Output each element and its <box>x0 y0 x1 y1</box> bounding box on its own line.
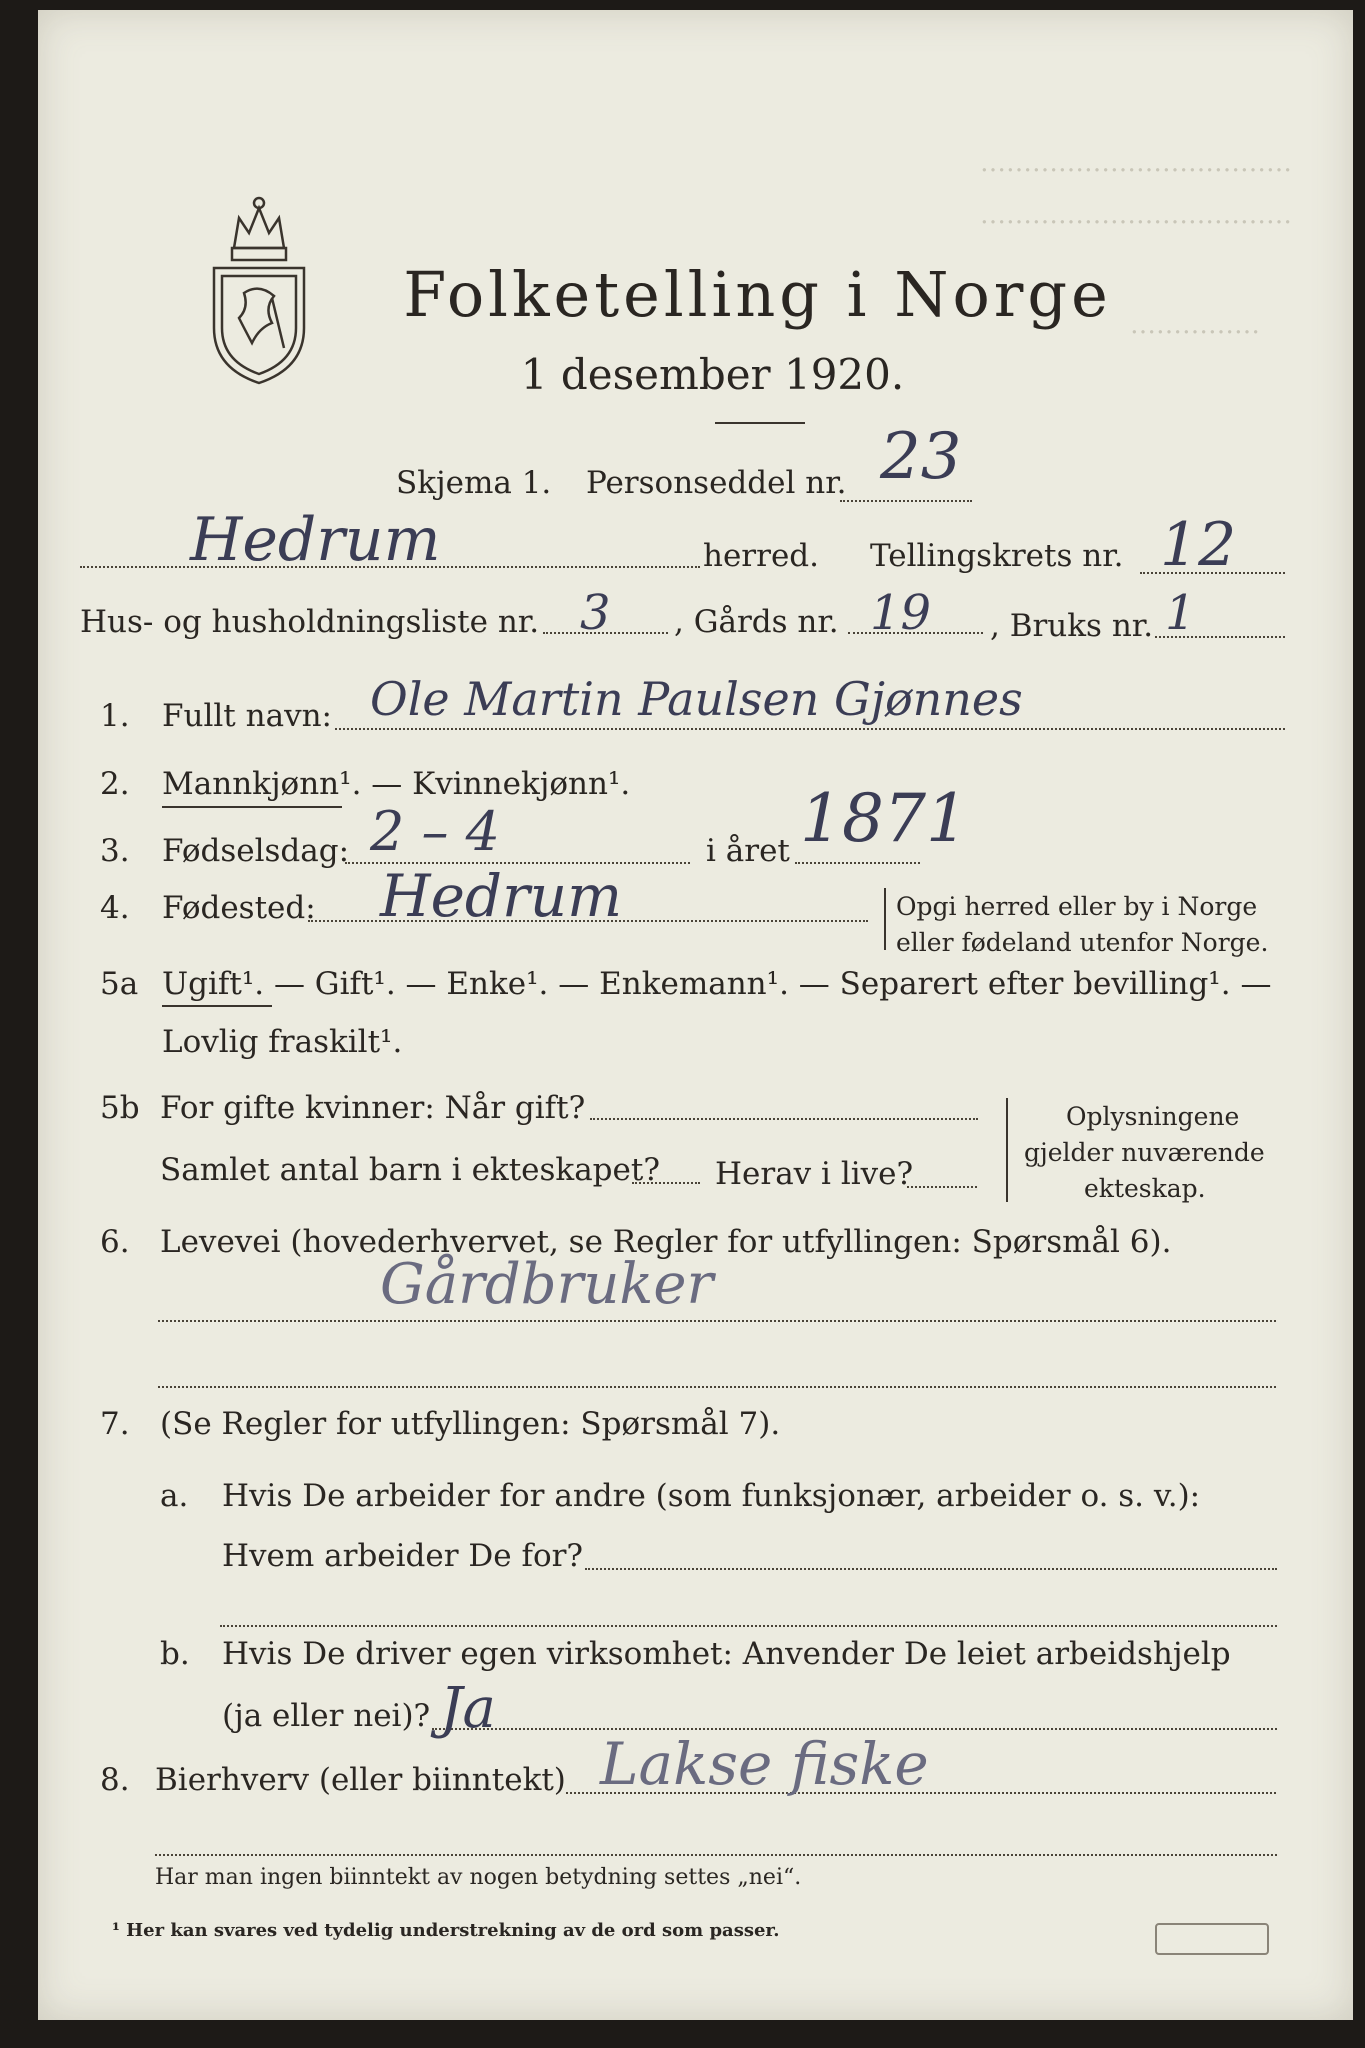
herred-value[interactable]: Hedrum <box>190 505 441 575</box>
employer-line-1 <box>585 1568 1277 1570</box>
mannkjonn-underline <box>162 806 342 808</box>
personseddel-label: Personseddel nr. <box>586 465 847 501</box>
gards-value[interactable]: 19 <box>870 585 932 641</box>
personseddel-value[interactable]: 23 <box>880 420 962 494</box>
q7a-label: Hvis De arbeider for andre (som funksjonær, arbeider o. s. v.): <box>222 1478 1201 1514</box>
bleed-through-text: ……………………………… <box>980 200 1292 230</box>
bleed-through-text: ……………………………… <box>980 148 1292 178</box>
full-name-value[interactable]: Ole Martin Paulsen Gjønnes <box>370 672 1023 726</box>
q7b-yesno-label: (ja eller nei)? <box>222 1698 431 1734</box>
printer-stamp <box>1155 1923 1269 1955</box>
birthplace-note-brace <box>884 888 886 950</box>
side-income-note: Har man ingen biinntekt av nogen betydning settes „nei“. <box>155 1865 802 1890</box>
side-income-value[interactable]: Lakse fiske <box>600 1730 929 1798</box>
birthplace-value[interactable]: Hedrum <box>380 862 623 930</box>
children-line <box>632 1182 700 1184</box>
q7b-label: Hvis De driver egen virksomhet: Anvender De leiet arbeidshjelp <box>222 1636 1231 1672</box>
marriage-note-line1: Oplysningene <box>1066 1102 1240 1131</box>
married-when-line <box>590 1118 978 1120</box>
q5b-married-when-label: For gifte kvinner: Når gift? <box>160 1090 586 1126</box>
q5b-number: 5b <box>100 1090 140 1126</box>
bleed-through-text: …………… <box>1130 310 1260 340</box>
title-divider <box>715 422 805 424</box>
marriage-note-line2: gjelder nuværende <box>1024 1138 1265 1167</box>
q1-number: 1. <box>100 698 130 734</box>
q6-number: 6. <box>100 1224 130 1260</box>
footnote: ¹ Her kan svares ved tydelig understrekning av de ord som passer. <box>112 1920 780 1941</box>
marital-status-options: Ugift¹. — Gift¹. — Enke¹. — Enkemann¹. — Separert efter bevilling¹. — <box>162 966 1272 1002</box>
q5b-children-label: Samlet antal barn i ekteskapet? <box>160 1152 660 1188</box>
birthplace-note-line2: eller fødeland utenfor Norge. <box>896 928 1269 957</box>
employer-line-2 <box>220 1625 1277 1627</box>
occupation-value[interactable]: Gårdbruker <box>380 1252 714 1317</box>
birth-year-label: i året <box>706 833 790 869</box>
hus-label: Hus- og husholdningsliste nr. <box>80 604 540 640</box>
tellingskrets-value[interactable]: 12 <box>1160 510 1237 580</box>
form-title: Folketelling i Norge <box>403 258 1112 331</box>
marital-status-options-cont: Lovlig fraskilt¹. <box>162 1024 403 1060</box>
q4-number: 4. <box>100 890 130 926</box>
q7a-number: a. <box>160 1478 189 1514</box>
bruks-label: , Bruks nr. <box>990 608 1154 644</box>
marriage-note-brace <box>1006 1098 1008 1202</box>
q5b-alive-label: Herav i live? <box>715 1156 914 1192</box>
q7-label: (Se Regler for utfyllingen: Spørsmål 7). <box>160 1406 781 1442</box>
herred-line <box>80 566 700 568</box>
q1-line <box>335 728 1285 730</box>
personseddel-line <box>840 500 972 502</box>
q6-label: Levevei (hovederhvervet, se Regler for utfyllingen: Spørsmål 6). <box>160 1224 1172 1260</box>
q7-number: 7. <box>100 1406 130 1442</box>
birth-year-line <box>795 862 920 864</box>
birthdate-value[interactable]: 2 – 4 <box>370 800 501 863</box>
hus-value[interactable]: 3 <box>580 585 611 641</box>
q8-number: 8. <box>100 1762 130 1798</box>
hired-help-value[interactable]: Ja <box>440 1676 496 1741</box>
marriage-note-line3: ekteskap. <box>1084 1174 1206 1203</box>
census-date: 1 desember 1920. <box>520 350 905 399</box>
gards-label: , Gårds nr. <box>674 604 839 640</box>
skjema-label: Skjema 1. <box>396 465 552 501</box>
birth-year-value[interactable]: 1871 <box>800 780 968 857</box>
alive-line <box>907 1186 977 1188</box>
occupation-line-1 <box>158 1320 1276 1322</box>
side-income-line-2 <box>155 1854 1277 1856</box>
bruks-value[interactable]: 1 <box>1165 585 1196 641</box>
herred-label: herred. <box>703 538 819 574</box>
q3-label: Fødselsdag: <box>162 833 350 869</box>
birthplace-note-line1: Opgi herred eller by i Norge <box>896 892 1258 921</box>
q2-number: 2. <box>100 766 130 802</box>
ugift-underline <box>162 1005 272 1007</box>
q3-number: 3. <box>100 833 130 869</box>
gender-options: Mannkjønn¹. — Kvinnekjønn¹. <box>162 766 631 802</box>
q5a-number: 5a <box>100 966 139 1002</box>
q8-label: Bierhverv (eller biinntekt) <box>155 1762 566 1798</box>
q4-label: Fødested: <box>162 890 316 926</box>
occupation-line-2 <box>158 1386 1276 1388</box>
q1-label: Fullt navn: <box>162 698 332 734</box>
q7a-employer-label: Hvem arbeider De for? <box>222 1538 584 1574</box>
tellingskrets-label: Tellingskrets nr. <box>870 538 1124 574</box>
q7b-number: b. <box>160 1636 190 1672</box>
